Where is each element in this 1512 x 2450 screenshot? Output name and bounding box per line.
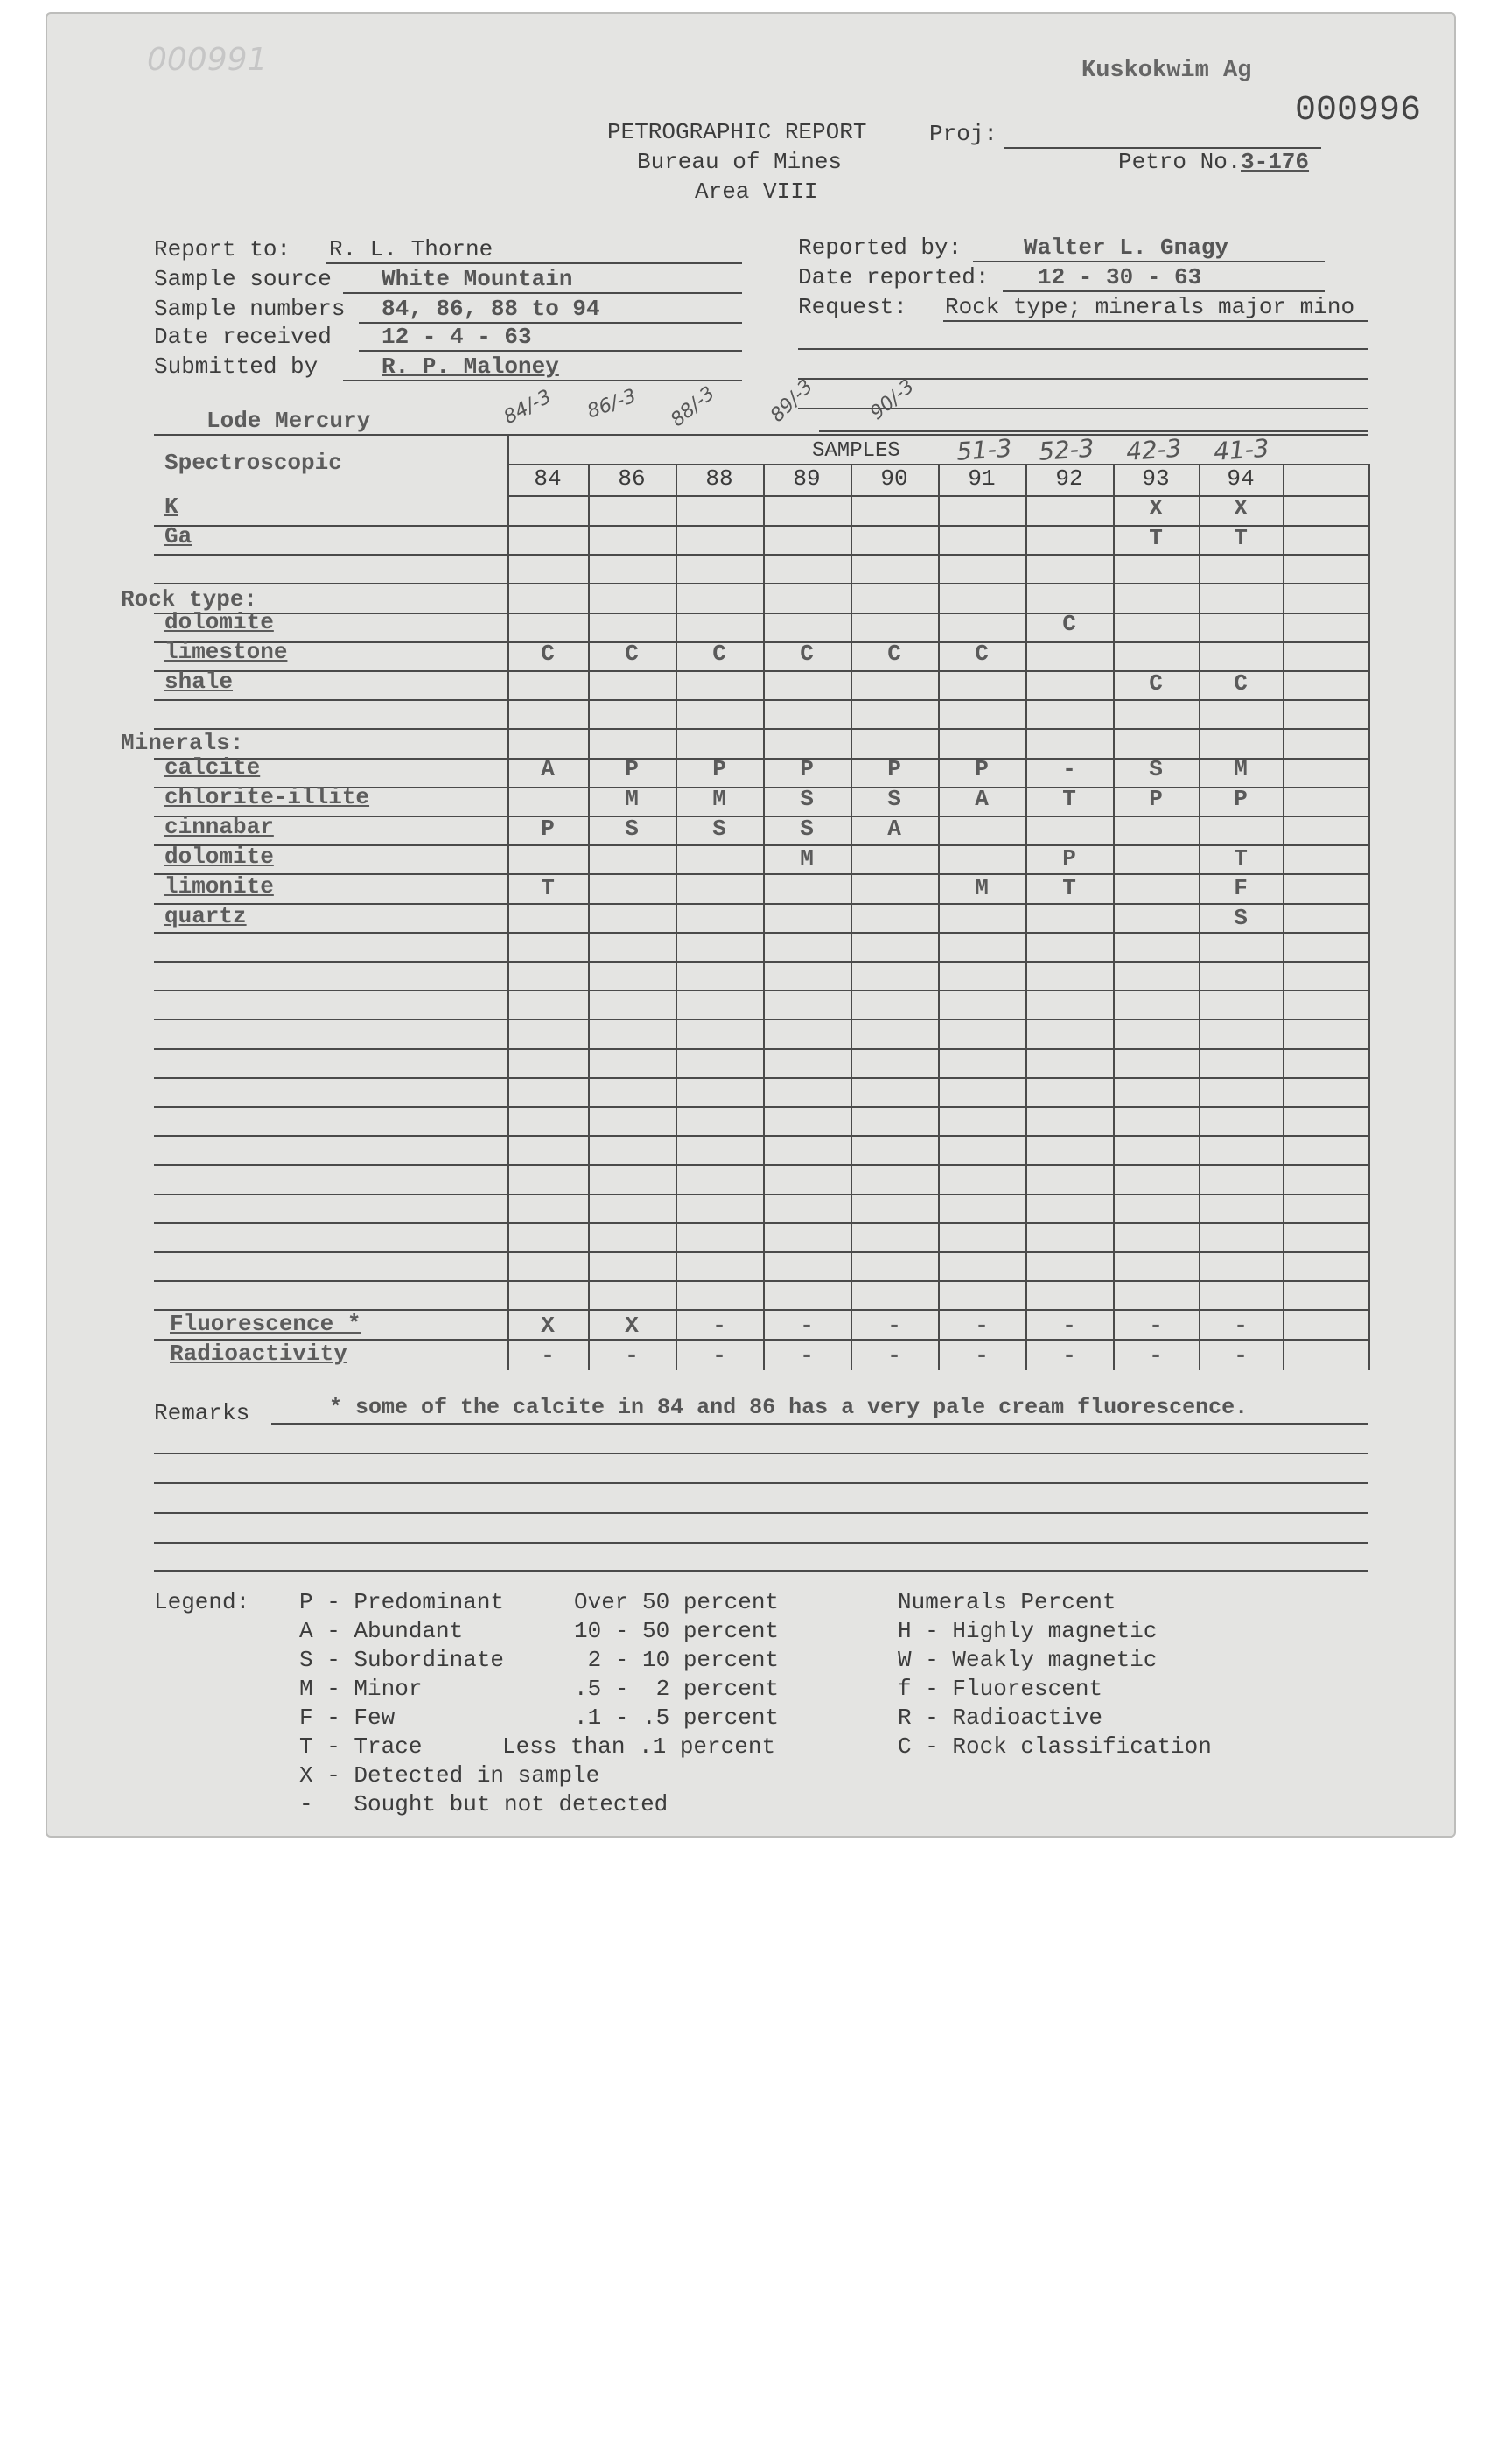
proj-label: Proj:	[929, 121, 998, 147]
sample-id-header: 88	[705, 466, 733, 492]
sample-source-label: Sample source	[154, 266, 332, 292]
table-cell: T	[1234, 845, 1248, 872]
table-cell: C	[887, 640, 901, 667]
table-cell: M	[712, 786, 726, 812]
grid-rule	[154, 434, 1368, 436]
date-received-underline	[359, 350, 742, 352]
grid-rule	[154, 670, 1368, 672]
grid-rule	[154, 583, 1368, 584]
row-label: shale	[164, 668, 234, 695]
sample-source-underline	[343, 292, 742, 294]
grid-rule	[154, 1048, 1368, 1050]
grid-rule	[154, 758, 1368, 760]
handwritten-sample-code: 52-3	[1038, 433, 1096, 466]
table-cell: X	[625, 1312, 639, 1339]
grid-column-rule	[588, 464, 590, 1370]
grid-rule	[154, 873, 1368, 875]
table-cell: T	[1062, 786, 1076, 812]
grid-column-rule	[1199, 464, 1200, 1370]
grid-rule	[154, 525, 1368, 527]
top-right-label: Kuskokwim Ag	[1082, 58, 1252, 84]
sample-id-header: 90	[880, 466, 908, 492]
table-cell: S	[800, 816, 814, 842]
grid-column-rule	[1368, 464, 1370, 1370]
legend-entry: A - Abundant	[299, 1618, 464, 1644]
table-cell: P	[625, 756, 639, 782]
grid-column-rule	[938, 464, 940, 1370]
table-cell: -	[975, 1312, 989, 1339]
legend-percent: Over 50 percent	[574, 1589, 780, 1615]
handwritten-sample-code: 51-3	[956, 433, 1013, 466]
sample-source-value: White Mountain	[382, 266, 573, 292]
table-cell: -	[712, 1342, 726, 1368]
table-cell: C	[1149, 670, 1163, 696]
grid-rule	[154, 1135, 1368, 1137]
table-cell: -	[1062, 1312, 1076, 1339]
table-cell: S	[1234, 905, 1248, 931]
table-cell: C	[712, 640, 726, 667]
legend-entry: M - Minor	[299, 1676, 423, 1702]
legend-percent: 2 - 10 percent	[574, 1647, 780, 1673]
grid-column-rule	[508, 434, 509, 1370]
request-underline	[943, 320, 1368, 322]
table-cell: M	[975, 875, 989, 901]
lode-mercury-label: Lode Mercury	[206, 408, 371, 434]
rock-type-heading: Rock type:	[121, 586, 258, 612]
table-cell: -	[800, 1342, 814, 1368]
grid-column-rule	[850, 464, 852, 1370]
handwritten-sample-code: 86/-3	[584, 385, 640, 424]
grid-rule	[154, 932, 1368, 934]
table-cell: P	[712, 756, 726, 782]
sample-id-header: 89	[793, 466, 821, 492]
grid-rule	[154, 554, 1368, 556]
row-label: chlorite-illite	[164, 784, 370, 810]
table-cell: T	[1062, 875, 1076, 901]
legend-entry: R - Radioactive	[898, 1704, 1103, 1731]
row-label: dolomite	[164, 609, 274, 635]
sample-numbers-value: 84, 86, 88 to 94	[382, 296, 600, 322]
document-number: 000996	[1295, 91, 1422, 130]
table-cell: S	[625, 816, 639, 842]
grid-column-rule	[676, 464, 677, 1370]
sample-id-header: 84	[534, 466, 562, 492]
table-cell: M	[625, 786, 639, 812]
request-label: Request:	[798, 294, 907, 320]
date-reported-value: 12 - 30 - 63	[1038, 264, 1202, 290]
grid-rule	[154, 1164, 1368, 1166]
date-received-value: 12 - 4 - 63	[382, 324, 532, 350]
table-cell: C	[800, 640, 814, 667]
date-reported-underline	[1003, 290, 1325, 292]
table-cell: S	[887, 786, 901, 812]
request-line-3	[798, 378, 1368, 380]
table-cell: -	[625, 1342, 639, 1368]
table-cell: C	[975, 640, 989, 667]
row-label: K	[164, 494, 178, 520]
table-cell: P	[1149, 786, 1163, 812]
table-cell: S	[1149, 756, 1163, 782]
samples-top-rule	[819, 430, 1368, 432]
remarks-line-4	[154, 1512, 1368, 1514]
remarks-line-6	[154, 1570, 1368, 1572]
request-line-2	[798, 348, 1368, 350]
remarks-label: Remarks	[154, 1400, 250, 1426]
handwritten-sample-code: 88/-3	[667, 382, 719, 432]
grid-column-rule	[1283, 464, 1284, 1370]
grid-rule	[154, 1077, 1368, 1079]
table-cell: X	[1149, 495, 1163, 522]
legend-entry: X - Detected in sample	[299, 1762, 600, 1788]
remarks-line-3	[154, 1482, 1368, 1484]
grid-column-rule	[1026, 464, 1027, 1370]
table-cell: P	[975, 756, 989, 782]
table-cell: -	[1149, 1342, 1163, 1368]
request-value: Rock type; minerals major mino	[945, 294, 1355, 320]
row-label: calcite	[164, 754, 261, 780]
minerals-heading: Minerals:	[121, 730, 244, 756]
row-label: dolomite	[164, 844, 274, 870]
table-cell: P	[1062, 845, 1076, 872]
grid-rule	[154, 1106, 1368, 1108]
row-label: quartz	[164, 903, 247, 929]
legend-entry: W - Weakly magnetic	[898, 1647, 1158, 1673]
grid-rule	[154, 612, 1368, 614]
remarks-underline	[271, 1423, 1368, 1424]
table-cell: -	[975, 1342, 989, 1368]
submitted-by-label: Submitted by	[154, 354, 318, 380]
submitted-by-underline	[343, 380, 742, 382]
report-to-underline	[326, 262, 742, 264]
table-cell: -	[1149, 1312, 1163, 1339]
grid-rule	[154, 816, 1368, 817]
sample-id-header: 91	[968, 466, 996, 492]
reported-by-underline	[973, 261, 1325, 262]
area-name: Area VIII	[695, 178, 818, 205]
table-cell: P	[800, 756, 814, 782]
remarks-line-2	[154, 1452, 1368, 1454]
table-cell: -	[1062, 1342, 1076, 1368]
table-cell: X	[1234, 495, 1248, 522]
table-cell: -	[1234, 1312, 1248, 1339]
legend-percent: Less than .1 percent	[502, 1733, 776, 1760]
grid-column-rule	[1113, 464, 1115, 1370]
table-cell: -	[887, 1312, 901, 1339]
row-label: Ga	[164, 523, 192, 550]
table-cell: S	[712, 816, 726, 842]
legend-entry: S - Subordinate	[299, 1647, 505, 1673]
grid-column-rule	[763, 464, 765, 1370]
petro-label: Petro No.	[1118, 149, 1242, 175]
table-cell: X	[541, 1312, 555, 1339]
spectroscopic-label: Spectroscopic	[164, 450, 342, 476]
table-cell: F	[1234, 875, 1248, 901]
grid-rule	[154, 990, 1368, 991]
handwritten-sample-code: 42-3	[1125, 433, 1183, 466]
grid-rule	[154, 1280, 1368, 1282]
sample-id-header: 92	[1055, 466, 1083, 492]
sample-id-header: 86	[618, 466, 646, 492]
table-cell: C	[1234, 670, 1248, 696]
handwritten-sample-code: 84/-3	[500, 386, 556, 430]
table-cell: T	[541, 875, 555, 901]
report-title: PETROGRAPHIC REPORT	[607, 119, 867, 145]
legend-entry: F - Few	[299, 1704, 396, 1731]
handwritten-sample-code: 90/-3	[866, 375, 919, 425]
handwritten-sample-code: 89/-3	[766, 375, 818, 427]
table-cell: T	[1234, 525, 1248, 551]
table-cell: M	[1234, 756, 1248, 782]
grid-rule	[154, 903, 1368, 905]
sample-numbers-label: Sample numbers	[154, 296, 346, 322]
table-cell: A	[887, 816, 901, 842]
table-cell: -	[541, 1342, 555, 1368]
grid-rule	[154, 699, 1368, 701]
reported-by-value: Walter L. Gnagy	[1024, 234, 1229, 261]
table-cell: C	[541, 640, 555, 667]
legend-entry: Numerals Percent	[898, 1589, 1116, 1615]
grid-rule	[154, 961, 1368, 962]
grid-rule	[154, 1251, 1368, 1253]
legend-entry: f - Fluorescent	[898, 1676, 1103, 1702]
grid-rule	[154, 844, 1368, 846]
report-to-value: R. L. Thorne	[329, 236, 494, 262]
table-cell: C	[1062, 611, 1076, 637]
table-cell: -	[887, 1342, 901, 1368]
row-label: Fluorescence *	[170, 1311, 361, 1337]
table-cell: P	[1234, 786, 1248, 812]
agency-name: Bureau of Mines	[637, 149, 843, 175]
legend-label: Legend:	[154, 1589, 250, 1615]
handwritten-sample-code: 41-3	[1213, 433, 1270, 466]
faded-stamp-number: 000991	[147, 42, 268, 78]
petro-number: 3-176	[1241, 149, 1310, 175]
table-cell: -	[1062, 756, 1076, 782]
table-cell: P	[541, 816, 555, 842]
legend-entry: - Sought but not detected	[299, 1791, 668, 1817]
grid-rule	[154, 1018, 1368, 1020]
grid-rule	[154, 1222, 1368, 1224]
samples-header: SAMPLES	[812, 439, 900, 463]
legend-entry: T - Trace	[299, 1733, 423, 1760]
remarks-text: * some of the calcite in 84 and 86 has a very pale cream fluorescence.	[329, 1395, 1249, 1420]
table-cell: -	[1234, 1342, 1248, 1368]
submitted-by-value: R. P. Maloney	[382, 354, 559, 380]
legend-percent: .1 - .5 percent	[574, 1704, 780, 1731]
table-cell: A	[975, 786, 989, 812]
reported-by-label: Reported by:	[798, 234, 962, 261]
grid-rule	[154, 1194, 1368, 1195]
legend-entry: P - Predominant	[299, 1589, 505, 1615]
table-cell: S	[800, 786, 814, 812]
table-cell: M	[800, 845, 814, 872]
legend-percent: 10 - 50 percent	[574, 1618, 780, 1644]
table-cell: -	[712, 1312, 726, 1339]
legend-entry: C - Rock classification	[898, 1733, 1212, 1760]
legend-entry: H - Highly magnetic	[898, 1618, 1158, 1644]
table-cell: C	[625, 640, 639, 667]
date-received-label: Date received	[154, 324, 332, 350]
table-cell: P	[887, 756, 901, 782]
grid-rule	[154, 641, 1368, 643]
table-cell: A	[541, 756, 555, 782]
sample-id-header: 93	[1142, 466, 1170, 492]
row-label: limonite	[164, 873, 274, 900]
row-label: Radioactivity	[170, 1340, 347, 1367]
table-cell: -	[800, 1312, 814, 1339]
date-reported-label: Date reported:	[798, 264, 990, 290]
table-cell: T	[1149, 525, 1163, 551]
row-label: limestone	[164, 639, 288, 665]
grid-rule	[154, 728, 1368, 730]
row-label: cinnabar	[164, 814, 274, 840]
report-to-label: Report to:	[154, 236, 291, 262]
sample-id-header: 94	[1227, 466, 1255, 492]
remarks-line-5	[154, 1542, 1368, 1544]
legend-percent: .5 - 2 percent	[574, 1676, 780, 1702]
